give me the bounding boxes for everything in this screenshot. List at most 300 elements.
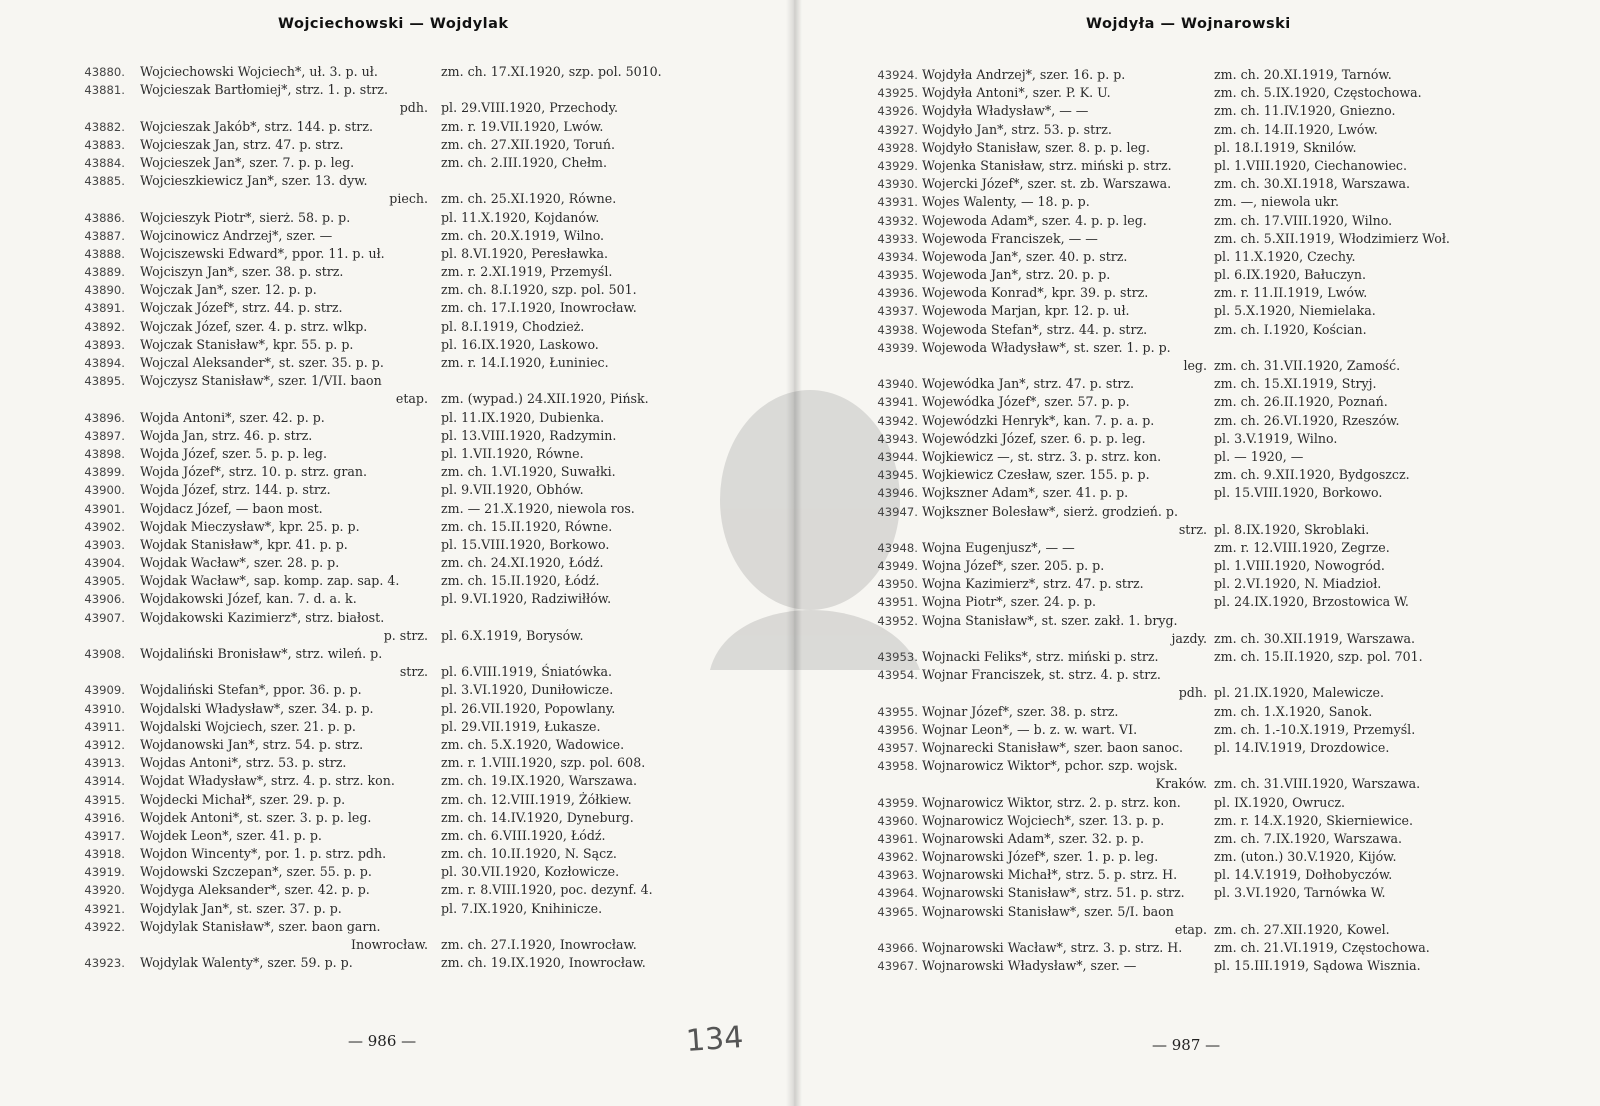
list-item xyxy=(794,393,1600,411)
entry-detail: zm. ch. 30.XII.1919, Warszawa. xyxy=(1214,630,1416,646)
entry-number: 43932. xyxy=(877,213,918,228)
entry-name: Wojdas Antoni*, strz. 53. p. strz. xyxy=(140,755,347,771)
entry-number: 43884. xyxy=(84,155,125,170)
entry-detail: pl. 30.VII.1920, Kozłowicze. xyxy=(441,864,620,880)
entry-name: Wojdecki Michał*, szer. 29. p. p. xyxy=(140,791,346,807)
entry-detail: zm. ch. 11.IV.1920, Gniezno. xyxy=(1214,103,1396,119)
entry-number: 43914. xyxy=(84,774,125,789)
entry-number: 43928. xyxy=(877,140,918,155)
entry-name: Wojnarowski Stanisław*, strz. 51. p. strz. xyxy=(922,885,1185,901)
entry-number: 43943. xyxy=(877,431,918,446)
entry-number: 43916. xyxy=(84,810,125,825)
entry-detail: zm. ch. 5.X.1920, Wadowice. xyxy=(441,736,625,752)
left-page xyxy=(0,0,794,1106)
entry-number: 43930. xyxy=(877,177,918,192)
entry-name: Wojnar Leon*, — b. z. w. wart. VI. xyxy=(922,721,1138,737)
entry-name: Wojewoda Adam*, szer. 4. p. p. leg. xyxy=(922,212,1147,228)
list-item xyxy=(0,518,794,536)
entry-detail: zm. ch. 27.XII.1920, Kowel. xyxy=(1214,921,1390,937)
entry-detail: pl. 11.IX.1920, Dubienka. xyxy=(441,409,605,425)
entry-name: Wojnarowski Stanisław*, szer. 5/I. baon xyxy=(922,903,1174,919)
list-item xyxy=(0,354,794,372)
entry-number: 43893. xyxy=(84,337,125,352)
entry-name: Wojdyła Antoni*, szer. P. K. U. xyxy=(922,85,1111,101)
entry-detail: zm. r. 2.XI.1919, Przemyśl. xyxy=(441,264,613,280)
list-item xyxy=(0,845,794,863)
entry-number: 43966. xyxy=(877,941,918,955)
entry-name: Wojda Jan, strz. 46. p. strz. xyxy=(140,427,313,443)
list-item xyxy=(0,936,794,954)
entry-continuation: pdh. xyxy=(1178,685,1207,701)
list-item xyxy=(794,648,1600,666)
list-item xyxy=(0,809,794,827)
list-item xyxy=(0,409,794,427)
entry-name: Wojkszner Bolesław*, sierż. grodzień. p. xyxy=(922,503,1178,519)
entry-detail: zm. ch. 25.XI.1920, Równe. xyxy=(441,191,617,207)
entry-number: 43942. xyxy=(877,413,918,428)
entry-number: 43962. xyxy=(877,850,918,865)
entry-detail: pl. 15.VIII.1920, Borkowo. xyxy=(1214,485,1383,501)
list-item xyxy=(794,739,1600,757)
entry-number: 43897. xyxy=(84,428,125,443)
entry-continuation: p. strz. xyxy=(383,627,428,643)
entry-detail: pl. 9.VI.1920, Radziwiłłów. xyxy=(441,591,612,607)
entry-name: Wojdylak Stanisław*, szer. baon garn. xyxy=(140,918,381,934)
list-item xyxy=(794,430,1600,448)
list-item xyxy=(0,172,794,190)
entry-detail: zm. ch. 19.IX.1920, Inowrocław. xyxy=(441,955,646,971)
list-item xyxy=(0,863,794,881)
list-item xyxy=(0,700,794,718)
list-item xyxy=(794,284,1600,302)
entry-detail: zm. ch. 15.II.1920, Łódź. xyxy=(441,573,600,589)
entry-number: 43946. xyxy=(877,486,918,501)
list-item xyxy=(0,827,794,845)
entry-number: 43915. xyxy=(84,792,125,807)
entry-number: 43954. xyxy=(877,668,918,683)
entry-detail: pl. 6.IX.1920, Bałuczyn. xyxy=(1214,267,1366,283)
entry-detail: pl. 16.IX.1920, Laskowo. xyxy=(441,336,599,352)
entry-name: Wojnarowski Adam*, szer. 32. p. p. xyxy=(922,830,1144,846)
entry-name: Wojna Stanisław*, st. szer. zakł. 1. bryg. xyxy=(922,612,1178,628)
entry-detail: pl. 5.X.1920, Niemielaka. xyxy=(1214,303,1376,319)
list-item xyxy=(794,121,1600,139)
entry-name: Wojdaliński Bronisław*, strz. wileń. p. xyxy=(140,646,383,661)
entry-detail: zm. ch. 17.VIII.1920, Wilno. xyxy=(1214,212,1393,228)
entry-name: Wojczak Józef, szer. 4. p. strz. wlkp. xyxy=(140,318,368,334)
entry-detail: zm. ch. 1.-10.X.1919, Przemyśl. xyxy=(1214,721,1416,737)
entry-detail: pl. 11.X.1920, Kojdanów. xyxy=(441,209,600,225)
list-item xyxy=(794,302,1600,320)
entry-number: 43959. xyxy=(877,795,918,810)
list-item xyxy=(794,375,1600,393)
entry-name: Wojdyła Władysław*, — — xyxy=(922,103,1089,119)
list-item xyxy=(794,939,1600,957)
entry-name: Wojcieszkiewicz Jan*, szer. 13. dyw. xyxy=(140,173,368,189)
entry-detail: zm. r. 1.VIII.1920, szp. pol. 608. xyxy=(441,755,646,771)
entry-name: Wojdakowski Józef, kan. 7. d. a. k. xyxy=(140,591,357,607)
list-item xyxy=(0,554,794,572)
entry-number: 43939. xyxy=(877,340,918,355)
entry-number: 43950. xyxy=(877,577,918,592)
list-item xyxy=(794,521,1600,539)
entry-detail: pl. 15.VIII.1920, Borkowo. xyxy=(441,536,610,552)
entry-number: 43882. xyxy=(84,119,125,134)
entry-detail: pl. — 1920, — xyxy=(1214,448,1304,464)
list-item xyxy=(0,372,794,390)
entry-name: Wojnarecki Stanisław*, szer. baon sanoc. xyxy=(922,739,1184,755)
entry-number: 43913. xyxy=(84,756,125,771)
entry-detail: pl. 29.VII.1919, Łukasze. xyxy=(441,718,601,734)
entry-number: 43944. xyxy=(877,449,918,464)
list-item xyxy=(0,263,794,281)
entry-detail: zm. ch. 19.IX.1920, Warszawa. xyxy=(441,773,638,789)
entry-name: Wojewoda Jan*, szer. 40. p. strz. xyxy=(922,248,1128,264)
entry-continuation: piech. xyxy=(389,191,428,207)
entry-number: 43955. xyxy=(877,704,918,719)
entry-number: 43956. xyxy=(877,722,918,737)
entry-detail: pl. 3.VI.1920, Duniłowicze. xyxy=(441,682,614,698)
entry-detail: zm. ch. 31.VIII.1920, Warszawa. xyxy=(1214,776,1421,792)
entry-name: Wojcieszak Jan, strz. 47. p. strz. xyxy=(140,136,344,152)
list-item xyxy=(0,536,794,554)
list-item xyxy=(0,245,794,263)
entry-name: Wojczysz Stanisław*, szer. 1/VII. baon xyxy=(140,373,382,389)
list-item xyxy=(0,463,794,481)
entry-number: 43912. xyxy=(84,737,125,752)
list-item xyxy=(794,957,1600,975)
entry-name: Wojciechowski Wojciech*, uł. 3. p. uł. xyxy=(140,64,378,79)
list-item xyxy=(794,412,1600,430)
entry-number: 43953. xyxy=(877,650,918,664)
entry-number: 43929. xyxy=(877,158,918,173)
list-item xyxy=(794,612,1600,630)
list-item xyxy=(0,427,794,445)
entry-name: Wojda Józef, strz. 144. p. strz. xyxy=(140,482,331,498)
list-item xyxy=(0,681,794,699)
entry-name: Wojdaliński Stefan*, ppor. 36. p. p. xyxy=(140,682,362,698)
entry-detail: zm. ch. 31.VII.1920, Zamość. xyxy=(1214,358,1401,373)
entry-detail: zm. ch. 20.XI.1919, Tarnów. xyxy=(1214,67,1392,82)
list-item xyxy=(794,666,1600,684)
entry-name: Wojda Antoni*, szer. 42. p. p. xyxy=(140,409,325,425)
entry-number: 43933. xyxy=(877,231,918,246)
entry-name: Wojenka Stanisław, strz. miński p. strz. xyxy=(922,157,1172,173)
list-item xyxy=(0,481,794,499)
entry-number: 43936. xyxy=(877,286,918,301)
list-item xyxy=(794,684,1600,702)
entry-name: Wojczal Aleksander*, st. szer. 35. p. p. xyxy=(140,355,384,370)
entry-number: 43958. xyxy=(877,759,918,774)
entry-name: Wojkiewicz —, st. strz. 3. p. strz. kon. xyxy=(922,448,1162,464)
entry-number: 43967. xyxy=(877,959,918,974)
entry-number: 43927. xyxy=(877,122,918,137)
entry-number: 43963. xyxy=(877,868,918,883)
entry-detail: zm. ch. 5.XII.1919, Włodzimierz Woł. xyxy=(1214,230,1450,246)
entry-detail: zm. — 21.X.1920, niewola ros. xyxy=(441,500,635,516)
entry-number: 43900. xyxy=(84,483,125,498)
list-item xyxy=(794,775,1600,793)
list-item xyxy=(794,448,1600,466)
entry-name: Wojnarowicz Wojciech*, szer. 13. p. p. xyxy=(922,812,1165,828)
list-item xyxy=(0,154,794,172)
list-item xyxy=(0,645,794,663)
entry-detail: zm. —, niewola ukr. xyxy=(1214,194,1340,210)
entry-number: 43938. xyxy=(877,322,918,337)
entry-name: Wojcieszak Bartłomiej*, strz. 1. p. strz. xyxy=(140,82,388,98)
entry-continuation: pdh. xyxy=(399,100,428,116)
entry-detail: pl. 15.III.1919, Sądowa Wisznia. xyxy=(1214,958,1421,974)
entry-detail: pl. 14.IV.1919, Drozdowice. xyxy=(1214,739,1390,755)
entry-name: Wojnar Franciszek, st. strz. 4. p. strz. xyxy=(922,667,1161,683)
entry-name: Wojnarowski Wacław*, strz. 3. p. strz. H. xyxy=(922,940,1183,955)
list-item xyxy=(0,81,794,99)
entry-continuation: Inowrocław. xyxy=(351,937,428,952)
entry-detail: zm. ch. 2.III.1920, Chełm. xyxy=(441,154,607,170)
list-item xyxy=(794,884,1600,902)
list-item xyxy=(0,500,794,518)
list-item xyxy=(794,557,1600,575)
entry-detail: pl. 6.X.1919, Borysów. xyxy=(441,627,584,643)
entry-detail: zm. ch. 17.I.1920, Inowrocław. xyxy=(441,300,637,316)
list-item xyxy=(0,572,794,590)
list-item xyxy=(0,118,794,136)
entry-number: 43918. xyxy=(84,847,125,862)
entry-number: 43948. xyxy=(877,540,918,555)
entry-name: Wojna Eugenjusz*, — — xyxy=(922,539,1075,555)
list-item xyxy=(0,209,794,227)
entry-name: Wojdyło Stanisław, szer. 8. p. p. leg. xyxy=(922,139,1150,155)
list-item xyxy=(794,230,1600,248)
entry-number: 43919. xyxy=(84,865,125,880)
entry-number: 43952. xyxy=(877,613,918,628)
list-item xyxy=(0,190,794,208)
entry-number: 43935. xyxy=(877,268,918,283)
list-item xyxy=(794,157,1600,175)
list-item xyxy=(794,794,1600,812)
entry-detail: pl. 3.VI.1920, Tarnówka W. xyxy=(1214,885,1386,901)
entry-continuation: Kraków. xyxy=(1155,776,1207,792)
list-item xyxy=(0,754,794,772)
handwritten-annotation: 134 xyxy=(684,1020,745,1059)
entry-detail: zm. ch. 6.VIII.1920, Łódź. xyxy=(441,827,606,843)
entry-number: 43920. xyxy=(84,883,125,898)
entry-number: 43902. xyxy=(84,519,125,534)
entry-number: 43951. xyxy=(877,595,918,610)
entry-detail: zm. (wypad.) 24.XII.1920, Pińsk. xyxy=(441,391,649,407)
entry-name: Wojewoda Władysław*, st. szer. 1. p. p. xyxy=(922,339,1171,355)
list-item xyxy=(794,848,1600,866)
list-item xyxy=(794,830,1600,848)
list-item xyxy=(0,318,794,336)
entry-number: 43903. xyxy=(84,537,125,552)
list-item xyxy=(0,609,794,627)
entry-continuation: jazdy. xyxy=(1171,630,1207,646)
page-number: — 986 — xyxy=(348,1032,417,1050)
entry-detail: zm. ch. 10.II.1920, N. Sącz. xyxy=(441,846,617,862)
entry-detail: zm. r. 14.I.1920, Łuniniec. xyxy=(441,355,609,370)
list-item xyxy=(0,590,794,608)
entry-name: Wojdyła Andrzej*, szer. 16. p. p. xyxy=(922,67,1126,82)
page-number: — 987 — xyxy=(1152,1036,1221,1054)
entry-detail: pl. 8.IX.1920, Skroblaki. xyxy=(1214,521,1370,537)
entry-number: 43905. xyxy=(84,574,125,589)
entry-continuation: etap. xyxy=(395,391,428,407)
entry-detail: pl. 1.VIII.1920, Ciechanowiec. xyxy=(1214,157,1407,173)
entry-number: 43891. xyxy=(84,301,125,316)
entry-name: Wojnar Józef*, szer. 38. p. strz. xyxy=(922,703,1119,719)
list-item xyxy=(794,575,1600,593)
entry-number: 43885. xyxy=(84,174,125,189)
entry-name: Wojcieszyk Piotr*, sierż. 58. p. p. xyxy=(140,209,351,225)
entry-name: Wojnarowicz Wiktor, strz. 2. p. strz. kon. xyxy=(922,794,1181,810)
entry-name: Wojciszyn Jan*, szer. 38. p. strz. xyxy=(140,264,344,280)
entry-detail: pl. 2.VI.1920, N. Miadzioł. xyxy=(1214,576,1382,592)
entry-detail: pl. 24.IX.1920, Brzostowica W. xyxy=(1214,594,1409,610)
entry-name: Wojcieszak Jakób*, strz. 144. p. strz. xyxy=(140,118,373,134)
entry-detail: pl. 14.V.1919, Dołhobyczów. xyxy=(1214,867,1393,883)
entry-detail: pl. 18.I.1919, Sknilów. xyxy=(1214,139,1357,155)
entry-number: 43925. xyxy=(877,86,918,101)
entry-name: Wojdyło Jan*, strz. 53. p. strz. xyxy=(922,121,1112,137)
entry-number: 43909. xyxy=(84,683,125,698)
list-item xyxy=(794,921,1600,939)
entry-number: 43888. xyxy=(84,246,125,261)
entry-number: 43894. xyxy=(84,356,125,370)
entry-name: Wojnarowski Józef*, szer. 1. p. p. leg. xyxy=(922,849,1159,865)
entry-name: Wojes Walenty, — 18. p. p. xyxy=(922,194,1090,210)
entry-number: 43917. xyxy=(84,828,125,843)
list-item xyxy=(794,66,1600,84)
list-item xyxy=(794,903,1600,921)
list-item xyxy=(794,357,1600,375)
entry-detail: zm. ch. 15.XI.1919, Stryj. xyxy=(1214,376,1377,392)
entry-name: Wojna Józef*, szer. 205. p. p. xyxy=(922,558,1105,574)
entry-name: Wojewódka Jan*, strz. 47. p. strz. xyxy=(922,376,1135,392)
entry-name: Wojewoda Jan*, strz. 20. p. p. xyxy=(922,267,1111,283)
entry-detail: pl. 1.VII.1920, Równe. xyxy=(441,445,584,461)
running-head: Wojciechowski — Wojdylak xyxy=(278,16,509,32)
entry-detail: pl. IX.1920, Owrucz. xyxy=(1214,794,1346,810)
entry-number: 43898. xyxy=(84,446,125,461)
entry-detail: zm. ch. 9.XII.1920, Bydgoszcz. xyxy=(1214,467,1410,483)
entry-detail: zm. ch. 8.I.1920, szp. pol. 501. xyxy=(441,282,637,298)
list-item xyxy=(0,736,794,754)
entry-number: 43957. xyxy=(877,740,918,755)
entry-number: 43906. xyxy=(84,592,125,607)
entry-number: 43910. xyxy=(84,701,125,716)
entry-number: 43926. xyxy=(877,104,918,119)
entry-name: Wojdowski Szczepan*, szer. 55. p. p. xyxy=(140,864,372,880)
entry-detail: zm. ch. 26.II.1920, Poznań. xyxy=(1214,394,1388,410)
list-item xyxy=(794,102,1600,120)
entry-detail: pl. 26.VII.1920, Popowlany. xyxy=(441,700,616,716)
entry-detail: zm. ch. 20.X.1919, Wilno. xyxy=(441,227,605,243)
entry-number: 43881. xyxy=(84,83,125,98)
entry-name: Wojna Kazimierz*, strz. 47. p. strz. xyxy=(922,576,1144,592)
entry-number: 43901. xyxy=(84,501,125,516)
entry-name: Wojnarowski Władysław*, szer. — xyxy=(922,958,1137,974)
list-item xyxy=(0,881,794,899)
entry-name: Wojna Piotr*, szer. 24. p. p. xyxy=(922,594,1097,610)
entry-detail: zm. ch. 21.VI.1919, Częstochowa. xyxy=(1214,940,1430,955)
entry-number: 43890. xyxy=(84,283,125,298)
entry-name: Wojda Józef, szer. 5. p. p. leg. xyxy=(140,445,327,461)
entry-detail: zm. ch. 1.VI.1920, Suwałki. xyxy=(441,464,616,480)
entry-name: Wojczak Józef*, strz. 44. p. strz. xyxy=(140,300,343,316)
entry-detail: zm. ch. I.1920, Kościan. xyxy=(1214,321,1367,337)
list-item xyxy=(794,630,1600,648)
entry-number: 43892. xyxy=(84,319,125,334)
entry-detail: zm. ch. 5.IX.1920, Częstochowa. xyxy=(1214,85,1422,101)
entry-detail: zm. ch. 17.XI.1920, szp. pol. 5010. xyxy=(441,64,662,79)
entry-name: Wojewoda Marjan, kpr. 12. p. uł. xyxy=(922,303,1130,319)
entry-name: Wojewódzki Henryk*, kan. 7. p. a. p. xyxy=(922,412,1155,428)
entry-number: 43947. xyxy=(877,504,918,519)
entry-continuation: strz. xyxy=(399,664,428,680)
entry-number: 43921. xyxy=(84,901,125,916)
entry-detail: zm. ch. 14.II.1920, Lwów. xyxy=(1214,121,1378,137)
entry-detail: pl. 9.VII.1920, Obhów. xyxy=(441,482,584,498)
entry-number: 43889. xyxy=(84,265,125,280)
entry-name: Wojewódzki Józef, szer. 6. p. p. leg. xyxy=(922,430,1146,446)
entry-name: Wojewoda Stefan*, strz. 44. p. strz. xyxy=(922,321,1148,337)
entry-name: Wojdak Wacław*, szer. 28. p. p. xyxy=(140,555,340,571)
entry-number: 43907. xyxy=(84,610,125,625)
entry-name: Wojdak Wacław*, sap. komp. zap. sap. 4. xyxy=(140,573,400,589)
list-item xyxy=(794,193,1600,211)
list-item xyxy=(0,99,794,117)
list-item xyxy=(0,772,794,790)
entry-name: Wojdak Mieczysław*, kpr. 25. p. p. xyxy=(140,518,360,534)
entry-detail: pl. 3.V.1919, Wilno. xyxy=(1214,430,1338,446)
entry-number: 43923. xyxy=(84,956,125,971)
entry-name: Wojdak Stanisław*, kpr. 41. p. p. xyxy=(140,536,348,552)
entry-name: Wojdon Wincenty*, por. 1. p. strz. pdh. xyxy=(140,846,387,862)
entry-number: 43941. xyxy=(877,395,918,410)
entry-continuation: etap. xyxy=(1174,921,1207,937)
list-item xyxy=(0,445,794,463)
entry-number: 43961. xyxy=(877,831,918,846)
entry-name: Wojcieszek Jan*, szer. 7. p. p. leg. xyxy=(140,154,355,170)
list-item xyxy=(0,627,794,645)
entry-number: 43887. xyxy=(84,228,125,243)
entry-number: 43895. xyxy=(84,374,125,389)
list-item xyxy=(794,866,1600,884)
entry-list xyxy=(794,66,1600,975)
list-item xyxy=(794,484,1600,502)
entry-number: 43896. xyxy=(84,410,125,425)
list-item xyxy=(794,339,1600,357)
entry-number: 43945. xyxy=(877,468,918,483)
list-item xyxy=(794,139,1600,157)
entry-name: Wojkszner Adam*, szer. 41. p. p. xyxy=(922,485,1129,501)
list-item xyxy=(794,812,1600,830)
entry-detail: zm. ch. 12.VIII.1919, Żółkiew. xyxy=(441,791,632,807)
entry-detail: pl. 1.VIII.1920, Nowogród. xyxy=(1214,558,1385,574)
entry-number: 43880. xyxy=(84,65,125,79)
list-item xyxy=(0,336,794,354)
entry-name: Wojdylak Jan*, st. szer. 37. p. p. xyxy=(140,900,342,916)
entry-detail: zm. ch. 27.XII.1920, Toruń. xyxy=(441,136,616,152)
list-item xyxy=(0,791,794,809)
entry-name: Wojdanowski Jan*, strz. 54. p. strz. xyxy=(140,736,364,752)
list-item xyxy=(794,84,1600,102)
entry-detail: zm. ch. 24.XI.1920, Łódź. xyxy=(441,555,604,571)
list-item xyxy=(0,954,794,972)
right-page xyxy=(794,0,1600,1106)
entry-name: Wojda Józef*, strz. 10. p. strz. gran. xyxy=(140,464,368,480)
